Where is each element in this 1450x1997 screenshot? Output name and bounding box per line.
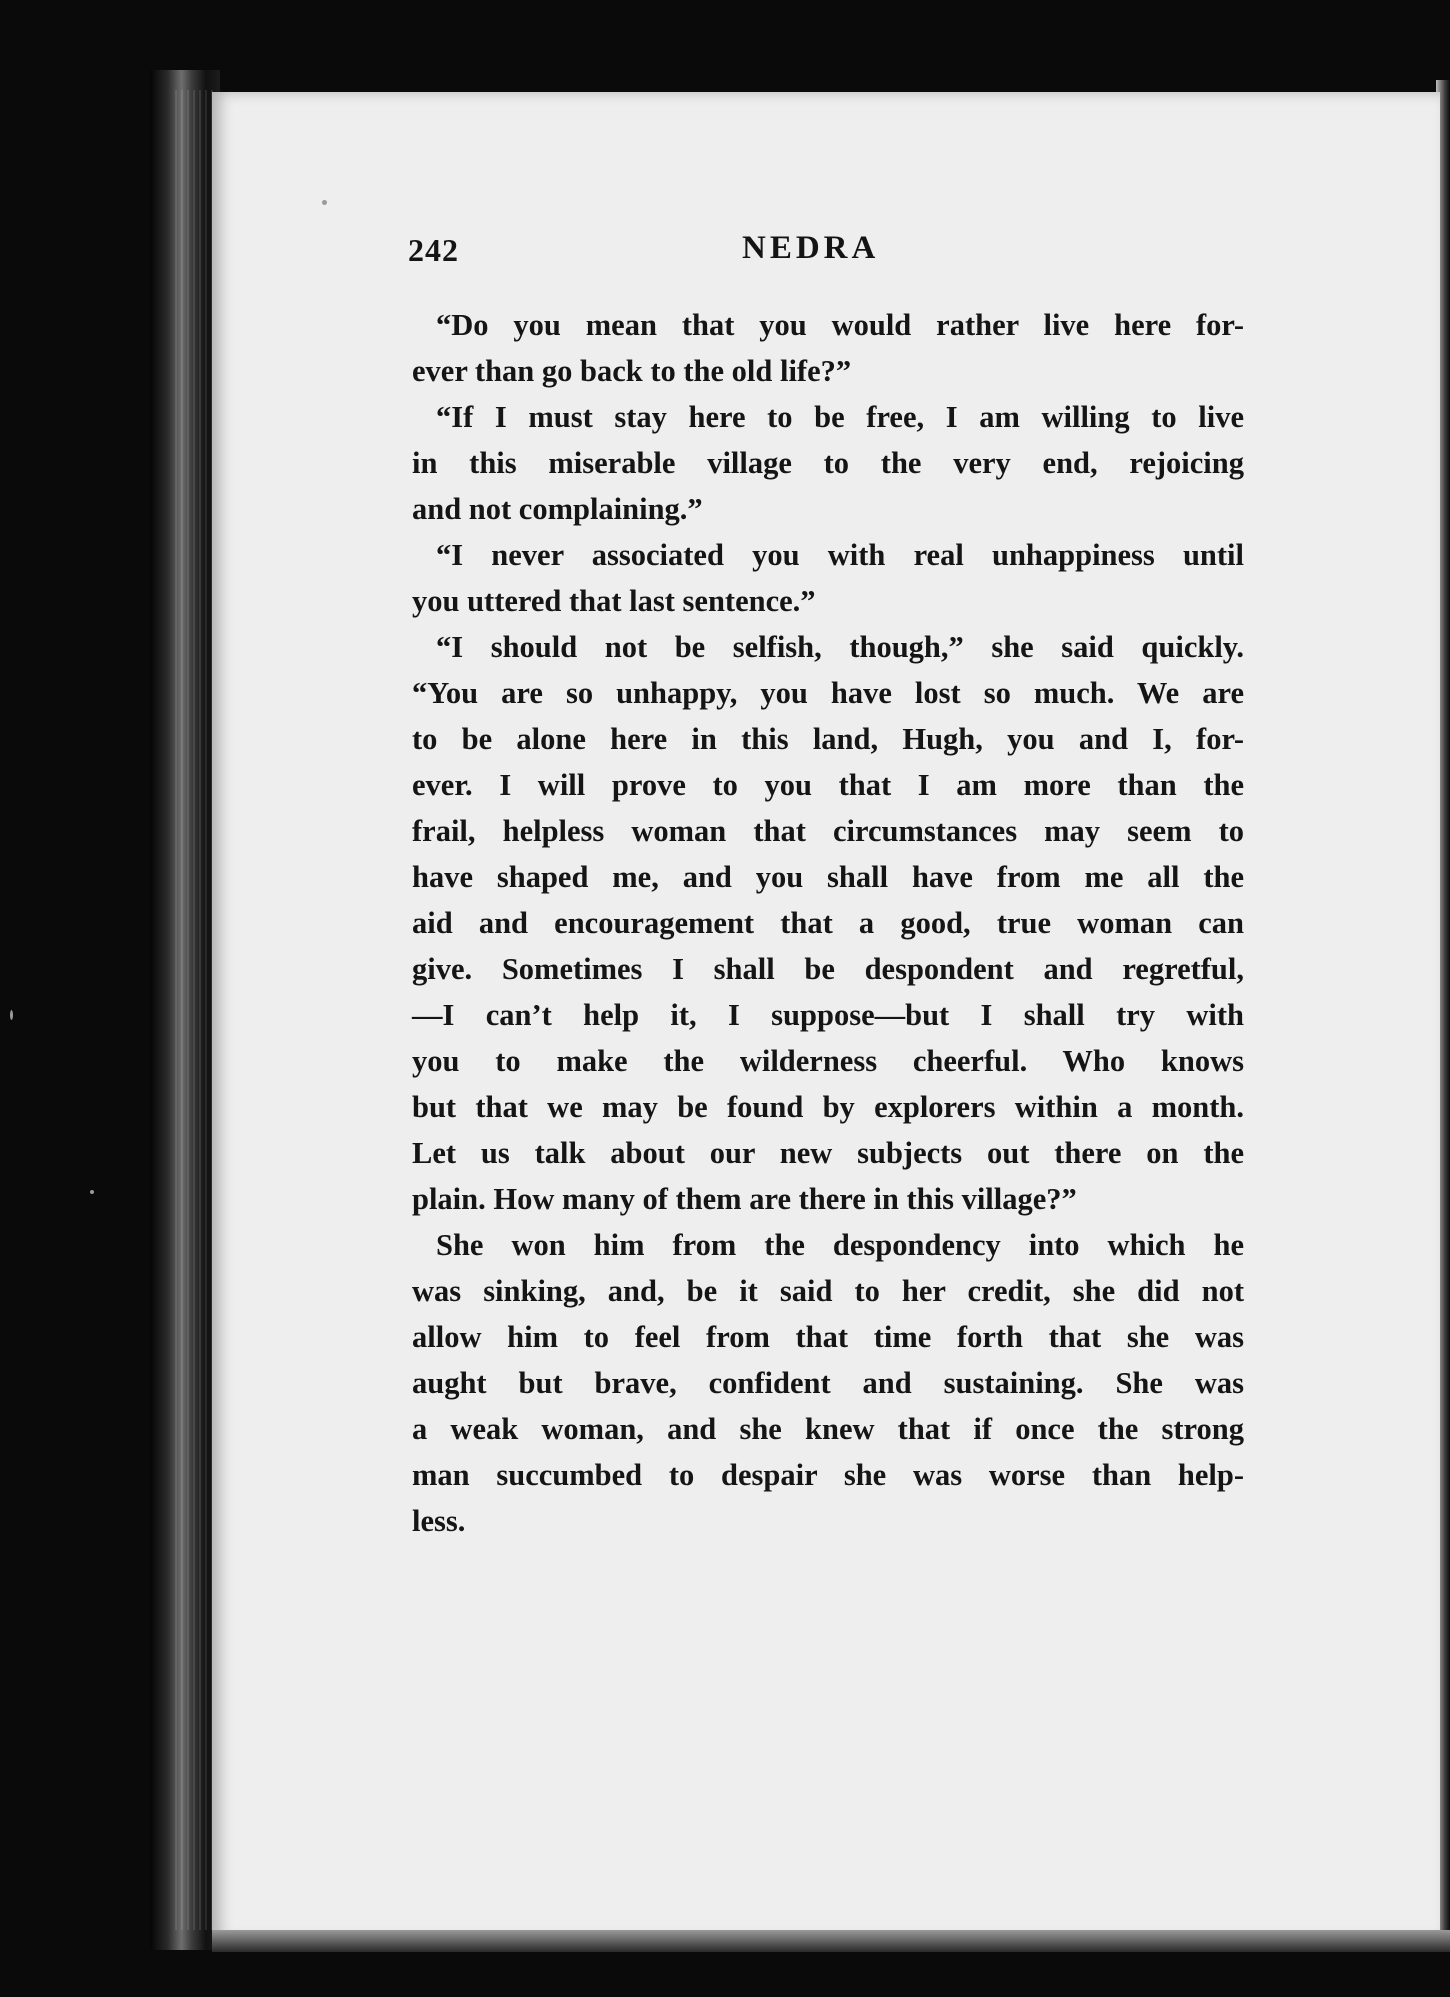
text-line: aught but brave, confident and sustaining. She was xyxy=(412,1366,1244,1400)
text-line: give. Sometimes I shall be despondent and regretful, xyxy=(412,952,1244,986)
text-line: frail, helpless woman that circumstances may seem to xyxy=(412,814,1244,848)
text-line: allow him to feel from that time forth that she was xyxy=(412,1320,1244,1354)
text-line: man succumbed to despair she was worse than help- xyxy=(412,1458,1244,1492)
text-line: “Do you mean that you would rather live here for- xyxy=(436,308,1244,342)
text-line: “If I must stay here to be free, I am willing to live xyxy=(436,400,1244,434)
text-line: you uttered that last sentence.” xyxy=(412,584,816,618)
page-number: 242 xyxy=(408,232,459,268)
text-line: to be alone here in this land, Hugh, you and I, for- xyxy=(412,722,1244,756)
text-line: plain. How many of them are there in this village?” xyxy=(412,1182,1077,1216)
text-line: “I should not be selfish, though,” she said quickly. xyxy=(436,630,1244,664)
page-bottom-edge xyxy=(212,1930,1450,1952)
text-line: you to make the wilderness cheerful. Who knows xyxy=(412,1044,1244,1078)
text-line: less. xyxy=(412,1504,466,1538)
text-line: Let us talk about our new subjects out there on the xyxy=(412,1136,1244,1170)
spine-texture xyxy=(175,90,215,1930)
text-line: —I can’t help it, I suppose—but I shall try with xyxy=(412,998,1244,1032)
text-line: have shaped me, and you shall have from me all the xyxy=(412,860,1244,894)
text-line: “You are so unhappy, you have lost so much. We are xyxy=(412,676,1244,710)
text-line: ever. I will prove to you that I am more than the xyxy=(412,768,1244,802)
text-line: in this miserable village to the very end, rejoicing xyxy=(412,446,1244,480)
text-line: aid and encouragement that a good, true woman can xyxy=(412,906,1244,940)
text-line: She won him from the despondency into which he xyxy=(436,1228,1244,1262)
speck xyxy=(322,200,327,205)
text-line: ever than go back to the old life?” xyxy=(412,354,852,388)
text-line: “I never associated you with real unhappiness until xyxy=(436,538,1244,572)
text-line: a weak woman, and she knew that if once the strong xyxy=(412,1412,1244,1446)
text-line: was sinking, and, be it said to her credit, she did not xyxy=(412,1274,1244,1308)
speck xyxy=(90,1190,94,1194)
speck xyxy=(10,1010,13,1020)
running-head xyxy=(408,232,968,282)
text-line: but that we may be found by explorers within a month. xyxy=(412,1090,1244,1124)
body-text xyxy=(412,302,1244,1544)
text-line: and not complaining.” xyxy=(412,492,703,526)
book-title: NEDRA xyxy=(742,230,880,266)
